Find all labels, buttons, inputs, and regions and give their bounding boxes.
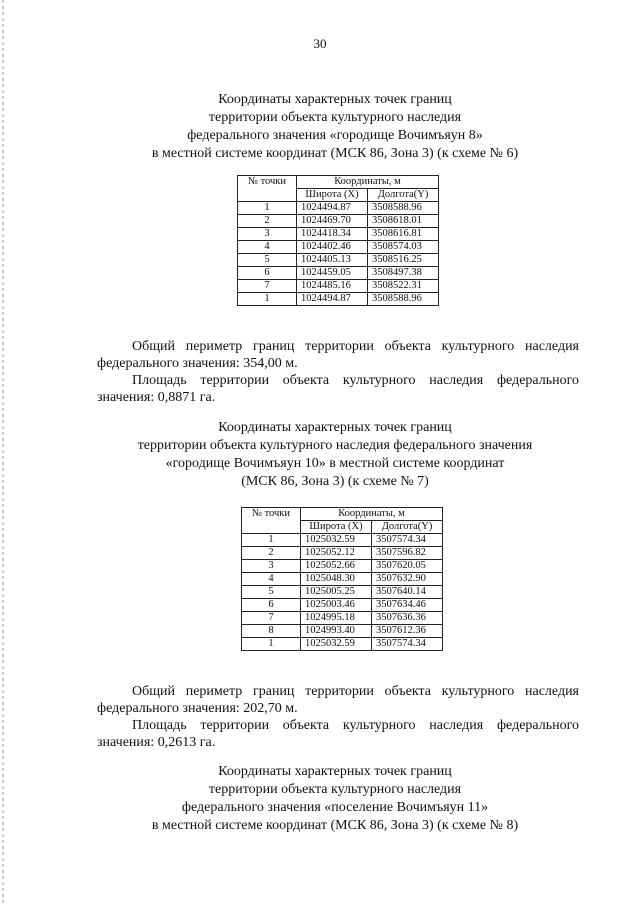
table-row bbox=[238, 202, 439, 215]
point-number: 1 bbox=[242, 534, 301, 547]
column-header-coordinates: Координаты, м bbox=[297, 176, 439, 189]
longitude-value: 3508574.03 bbox=[368, 241, 439, 254]
latitude-value: 1025005.25 bbox=[301, 586, 372, 599]
heading-line: Координаты характерных точек границ bbox=[218, 420, 452, 435]
longitude-value: 3507574.34 bbox=[372, 638, 443, 651]
point-number: 6 bbox=[238, 267, 297, 280]
point-number: 2 bbox=[238, 215, 297, 228]
perimeter-paragraph-1 bbox=[97, 338, 579, 372]
heading-line: территории объекта культурного наследия bbox=[208, 782, 462, 797]
latitude-value: 1024459.05 bbox=[297, 267, 368, 280]
table-row bbox=[238, 267, 439, 280]
longitude-value: 3508588.96 bbox=[368, 202, 439, 215]
column-header-point-number: № точки bbox=[238, 176, 297, 202]
latitude-value: 1024402.46 bbox=[297, 241, 368, 254]
latitude-value: 1025048.30 bbox=[301, 573, 372, 586]
longitude-value: 3508618.01 bbox=[368, 215, 439, 228]
heading-line: территории объекта культурного наследия федерального значения bbox=[137, 438, 533, 453]
coordinates-table-2 bbox=[241, 507, 443, 651]
column-header-longitude: Долгота(Y) bbox=[368, 189, 439, 202]
longitude-value: 3508588.96 bbox=[368, 293, 439, 306]
latitude-value: 1025052.66 bbox=[301, 560, 372, 573]
heading-line: в местной системе координат (МСК 86, Зона 3) (к схеме № 6) bbox=[151, 146, 519, 161]
table-row bbox=[242, 547, 443, 560]
point-number: 4 bbox=[242, 573, 301, 586]
latitude-value: 1024418.34 bbox=[297, 228, 368, 241]
table-header-row bbox=[242, 508, 443, 521]
latitude-value: 1024494.87 bbox=[297, 202, 368, 215]
longitude-value: 3508616.81 bbox=[368, 228, 439, 241]
longitude-value: 3508516.25 bbox=[368, 254, 439, 267]
heading-line: «городище Вочимъяун 10» в местной системе координат bbox=[165, 456, 505, 471]
perimeter-paragraph-2 bbox=[97, 683, 579, 717]
heading-line: в местной системе координат (МСК 86, Зона 3) (к схеме № 8) bbox=[151, 818, 519, 833]
latitude-value: 1025003.46 bbox=[301, 599, 372, 612]
column-header-latitude: Широта (X) bbox=[297, 189, 368, 202]
latitude-value: 1024469.70 bbox=[297, 215, 368, 228]
page-number: 30 bbox=[313, 36, 327, 51]
table-row bbox=[238, 280, 439, 293]
heading-line: (МСК 86, Зона 3) (к схеме № 7) bbox=[241, 474, 429, 489]
table-row bbox=[242, 599, 443, 612]
longitude-value: 3508522.31 bbox=[368, 280, 439, 293]
area-paragraph-2 bbox=[97, 717, 579, 751]
table-row bbox=[242, 638, 443, 651]
longitude-value: 3507632.90 bbox=[372, 573, 443, 586]
perimeter-text: Общий периметр границ территории объекта культурного наследия федерального значения: 202,70 м. bbox=[97, 684, 579, 716]
point-number: 3 bbox=[238, 228, 297, 241]
table-row bbox=[242, 534, 443, 547]
point-number: 6 bbox=[242, 599, 301, 612]
section-heading-1 bbox=[60, 91, 610, 163]
area-paragraph-1 bbox=[97, 372, 579, 406]
point-number: 5 bbox=[242, 586, 301, 599]
section-heading-2 bbox=[60, 419, 610, 491]
table-row bbox=[238, 254, 439, 267]
latitude-value: 1025052.12 bbox=[301, 547, 372, 560]
point-number: 5 bbox=[238, 254, 297, 267]
point-number: 7 bbox=[242, 612, 301, 625]
column-header-latitude: Широта (X) bbox=[301, 521, 372, 534]
latitude-value: 1024995.18 bbox=[301, 612, 372, 625]
table-row bbox=[238, 241, 439, 254]
point-number: 4 bbox=[238, 241, 297, 254]
latitude-value: 1025032.59 bbox=[301, 638, 372, 651]
table-row bbox=[242, 625, 443, 638]
longitude-value: 3508497.38 bbox=[368, 267, 439, 280]
area-text: Площадь территории объекта культурного наследия федерального значения: 0,2613 га. bbox=[97, 718, 579, 750]
column-header-point-number: № точки bbox=[242, 508, 301, 534]
area-text: Площадь территории объекта культурного наследия федерального значения: 0,8871 га. bbox=[97, 373, 579, 405]
longitude-value: 3507640.14 bbox=[372, 586, 443, 599]
table-row bbox=[242, 612, 443, 625]
point-number: 1 bbox=[238, 293, 297, 306]
point-number: 1 bbox=[238, 202, 297, 215]
table-row bbox=[242, 560, 443, 573]
coordinates-table-1 bbox=[237, 175, 439, 306]
table-row bbox=[242, 586, 443, 599]
heading-line: Координаты характерных точек границ bbox=[218, 92, 452, 107]
longitude-value: 3507574.34 bbox=[372, 534, 443, 547]
section-heading-3 bbox=[60, 763, 610, 835]
point-number: 1 bbox=[242, 638, 301, 651]
longitude-value: 3507596.82 bbox=[372, 547, 443, 560]
perimeter-text: Общий периметр границ территории объекта культурного наследия федерального значения: 354,00 м. bbox=[97, 339, 579, 371]
point-number: 8 bbox=[242, 625, 301, 638]
latitude-value: 1024405.13 bbox=[297, 254, 368, 267]
latitude-value: 1024485.16 bbox=[297, 280, 368, 293]
table-header-row bbox=[238, 176, 439, 189]
table-row bbox=[238, 228, 439, 241]
point-number: 7 bbox=[238, 280, 297, 293]
heading-line: федерального значения «городище Вочимъяун 8» bbox=[187, 128, 483, 143]
table-row bbox=[242, 573, 443, 586]
table-row bbox=[238, 215, 439, 228]
heading-line: территории объекта культурного наследия bbox=[208, 110, 462, 125]
point-number: 3 bbox=[242, 560, 301, 573]
point-number: 2 bbox=[242, 547, 301, 560]
longitude-value: 3507636.36 bbox=[372, 612, 443, 625]
page-binding-edge bbox=[2, 0, 4, 905]
table-row bbox=[238, 293, 439, 306]
column-header-coordinates: Координаты, м bbox=[301, 508, 443, 521]
longitude-value: 3507612.36 bbox=[372, 625, 443, 638]
longitude-value: 3507620.05 bbox=[372, 560, 443, 573]
latitude-value: 1025032.59 bbox=[301, 534, 372, 547]
longitude-value: 3507634.46 bbox=[372, 599, 443, 612]
heading-line: федерального значения «поселение Вочимъяун 11» bbox=[181, 800, 489, 815]
heading-line: Координаты характерных точек границ bbox=[218, 764, 452, 779]
latitude-value: 1024993.40 bbox=[301, 625, 372, 638]
column-header-longitude: Долгота(Y) bbox=[372, 521, 443, 534]
latitude-value: 1024494.87 bbox=[297, 293, 368, 306]
